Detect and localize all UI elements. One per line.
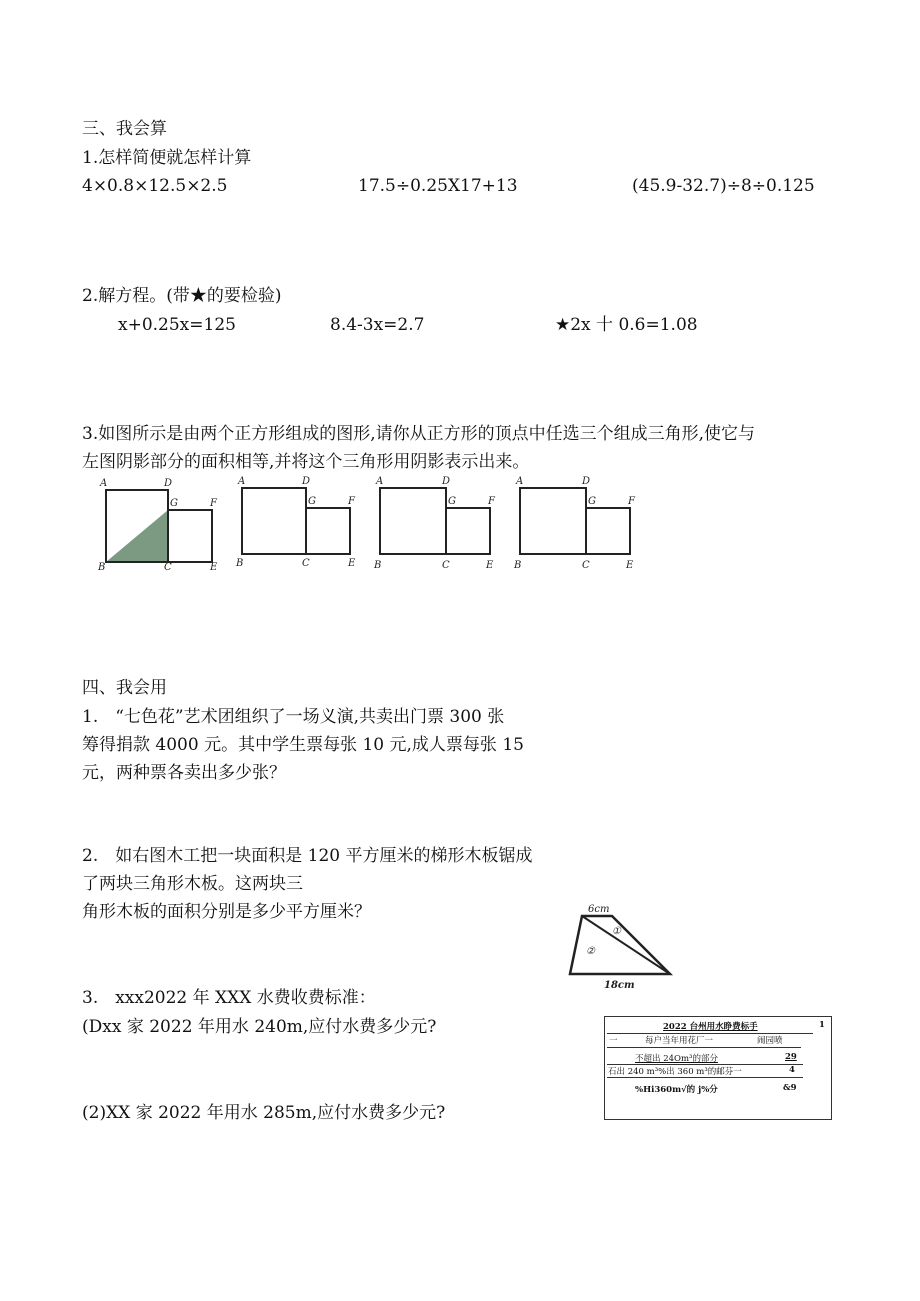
svg-text:A: A: [238, 476, 246, 487]
section-heading-3: 三、我会算: [82, 119, 167, 139]
svg-text:E: E: [486, 560, 494, 571]
svg-text:A: A: [376, 476, 384, 487]
p1-line1: 1. “七色花”艺术团组织了一场义演,共卖出门票 300 张: [82, 707, 505, 727]
table-header-left: 一: [609, 1036, 618, 1046]
svg-text:D: D: [302, 476, 311, 487]
table-header-right: 闹园喷: [757, 1036, 783, 1046]
svg-text:F: F: [210, 498, 217, 509]
svg-text:D: D: [582, 476, 591, 487]
table-header-mid: 每户当年用花厂一: [645, 1036, 714, 1046]
table-row3-label: %Hi360m√的 j%分: [635, 1085, 718, 1095]
svg-text:E: E: [626, 560, 634, 571]
table-title: 2022 台州用水睁费标手: [663, 1022, 758, 1032]
svg-text:C: C: [302, 558, 310, 569]
p1-line3: 元，两种票各卖出多少张？: [82, 763, 286, 783]
square-figure-2[interactable]: [230, 472, 360, 577]
region-2-label: ②: [586, 946, 595, 957]
region-1-label: ①: [612, 926, 621, 937]
p3-line1: 3. xxx2022 年 XXX 水费收费标准：: [82, 988, 376, 1008]
svg-text:C: C: [582, 560, 590, 571]
svg-text:A: A: [516, 476, 524, 487]
table-row1-label: 不超出 24Om³的部分: [635, 1054, 718, 1064]
svg-text:G: G: [308, 496, 316, 507]
svg-text:G: G: [588, 496, 596, 507]
table-row1-value: 29: [785, 1052, 797, 1062]
trapezoid-top-label: 6cm: [588, 904, 610, 915]
svg-text:C: C: [442, 560, 450, 571]
trapezoid-bottom-label: 18cm: [604, 980, 635, 991]
svg-text:D: D: [164, 478, 173, 489]
p2-line2: 了两块三角形木板。这两块三: [82, 874, 303, 894]
q2-title: 2.解方程。(带★的要检验): [82, 286, 282, 306]
water-fee-table: [604, 1016, 832, 1120]
svg-text:B: B: [236, 558, 244, 569]
p2-line1: 2. 如右图木工把一块面积是 120 平方厘米的梯形木板锯成: [82, 846, 533, 866]
q2-equation-1: x+0.25x=125: [118, 315, 236, 335]
square-figure-1: [92, 472, 222, 577]
table-row2-value: 4: [789, 1065, 795, 1075]
section-heading-4: 四、我会用: [82, 678, 167, 698]
svg-text:F: F: [628, 496, 635, 507]
p3-sub2: (2)XX 家 2022 年用水 285m,应付水费多少元?: [82, 1103, 446, 1123]
square-figure-3[interactable]: [368, 472, 498, 577]
svg-text:D: D: [442, 476, 451, 487]
svg-text:F: F: [348, 496, 355, 507]
svg-text:C: C: [164, 562, 172, 572]
svg-text:E: E: [348, 558, 356, 569]
table-row3-value: &9: [783, 1083, 797, 1093]
q3-text-line1: 3.如图所示是由两个正方形组成的图形,请你从正方形的顶点中任选三个组成三角形,使它与: [82, 424, 756, 444]
q1-expr-1: 4×0.8×12.5×2.5: [82, 176, 228, 196]
p3-sub1: (Dxx 家 2022 年用水 240m,应付水费多少元?: [82, 1017, 437, 1037]
svg-text:E: E: [210, 562, 218, 572]
svg-text:G: G: [448, 496, 456, 507]
q1-title: 1.怎样简便就怎样计算: [82, 148, 252, 168]
q2-equation-3: ★2x 十 0.6=1.08: [555, 315, 698, 335]
svg-text:A: A: [100, 478, 108, 489]
svg-text:B: B: [374, 560, 382, 571]
q1-expr-2: 17.5÷0.25X17+13: [358, 176, 518, 196]
svg-text:F: F: [488, 496, 495, 507]
svg-text:G: G: [170, 498, 178, 509]
table-row2-label: 石出 240 m³%出 360 m³的邮芬一: [608, 1067, 742, 1077]
shaded-triangle: [106, 510, 168, 562]
trapezoid-figure: [560, 900, 680, 997]
p2-line3: 角形木板的面积分别是多少平方厘米？: [82, 902, 371, 922]
q2-equation-2: 8.4-3x=2.7: [330, 315, 425, 335]
svg-text:B: B: [98, 562, 106, 572]
q1-expr-3: (45.9-32.7)÷8÷0.125: [632, 176, 815, 196]
square-figure-4[interactable]: [508, 472, 638, 577]
svg-text:B: B: [514, 560, 522, 571]
p1-line2: 筹得捐款 4000 元。其中学生票每张 10 元,成人票每张 15: [82, 735, 524, 755]
q3-text-line2: 左图阴影部分的面积相等,并将这个三角形用阴影表示出来。: [82, 452, 530, 472]
table-corner: 1: [819, 1020, 825, 1030]
